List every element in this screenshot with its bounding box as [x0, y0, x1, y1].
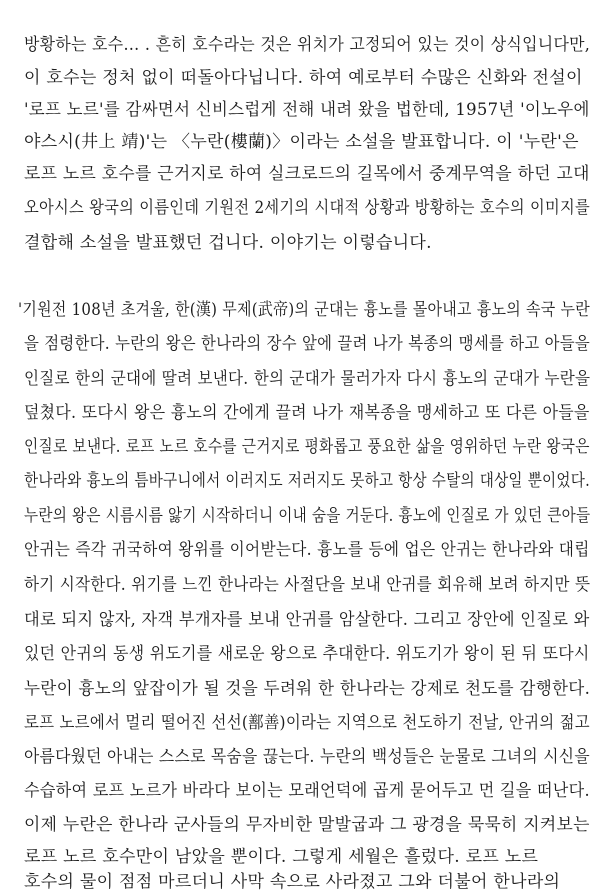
text-line: 호수의 물이 점점 마르더니 사막 속으로 사라졌고 그와 더불어 한나라의 [24, 872, 561, 892]
text-line: 하기 시작한다. 위기를 느낀 한나라는 사절단을 보내 안귀를 회유해 보려 하지만 뜻 [24, 575, 591, 595]
text-line: 로프 노르 호수를 근거지로 하여 실크로드의 길목에서 중계무역을 하던 고대 [24, 164, 590, 184]
text-line: 인질로 한의 군대에 딸려 보낸다. 한의 군대가 물러가자 다시 흉노의 군대가 누란을 [24, 369, 591, 389]
text-line: 누란이 흉노의 앞잡이가 될 것을 두려워 한 한나라는 강제로 천도를 감행한다. [24, 679, 591, 699]
text-line: 을 점령한다. 누란의 왕은 한나라의 장수 앞에 끌려 나가 복종의 맹세를 하고 아들을 [24, 334, 591, 354]
text-line: 결합해 소설을 발표했던 겁니다. 이야기는 이렇습니다. [24, 233, 432, 253]
text-line: 로프 노르 호수만이 남았을 뿐이다. 그렇게 세월은 흘렀다. 로프 노르 [24, 847, 539, 867]
text-line: 덮쳤다. 또다시 왕은 흉노의 간에게 끌려 나가 재복종을 맹세하고 또 다른 아들을 [24, 403, 590, 423]
text-line: 수습하여 로프 노르가 바라다 보이는 모래언덕에 곱게 묻어두고 먼 길을 떠난다. [24, 781, 590, 801]
text-line: 안귀는 즉각 귀국하여 왕위를 이어받는다. 흉노를 등에 업은 안귀는 한나라와 대립 [24, 540, 590, 560]
text-line: 로프 노르에서 멀리 떨어진 선선(鄯善)이라는 지역으로 천도하기 전날, 안귀의 젊고 [24, 713, 590, 733]
text-line: 누란의 왕은 시름시름 앓기 시작하더니 이내 숨을 거둔다. 흉노에 인질로 가 있던 큰아들 [24, 506, 591, 526]
text-line: 방황하는 호수… . 흔히 호수라는 것은 위치가 고정되어 있는 것이 상식입니다만, [24, 35, 591, 55]
text-line: 한나라와 흉노의 틈바구니에서 이러지도 저러지도 못하고 항상 수탈의 대상일 뿐이었다. [24, 471, 591, 491]
text-line: 이제 누란은 한나라 군사들의 무자비한 말발굽과 그 광경을 묵묵히 지켜보는 [24, 815, 590, 835]
text-line: 아름다웠던 아내는 스스로 목숨을 끊는다. 누란의 백성들은 눈물로 그녀의 시신을 [24, 747, 590, 767]
text-line: 이 호수는 정처 없이 떠돌아다닙니다. 하여 예로부터 수많은 신화와 전설이 [24, 68, 583, 88]
text-line: '기원전 108년 초겨울, 한(漢) 무제(武帝)의 군대는 흉노를 몰아내고 흉노의 속국 누란 [18, 300, 590, 320]
text-line: 오아시스 왕국의 이름인데 기원전 2세기의 시대적 상황과 방황하는 호수의 이미지를 [24, 198, 591, 218]
text-line: 야스시(井上 靖)'는 〈누란(樓蘭)〉이라는 소설을 발표합니다. 이 '누란'은 [24, 132, 579, 152]
text-line: 대로 되지 않자, 자객 부개자를 보내 안귀를 암살한다. 그리고 장안에 인질로 와 [24, 610, 590, 630]
text-line: '로프 노르'를 감싸면서 신비스럽게 전해 내려 왔을 법한데, 1957년 '이노우에 [24, 100, 590, 120]
text-line: 있던 안귀의 동생 위도기를 새로운 왕으로 추대한다. 위도기가 왕이 된 뒤 또다시 [24, 644, 590, 664]
text-line: 인질로 보낸다. 로프 노르 호수를 근거지로 평화롭고 풍요한 삶을 영위하던 누란 왕국은 [24, 437, 590, 457]
